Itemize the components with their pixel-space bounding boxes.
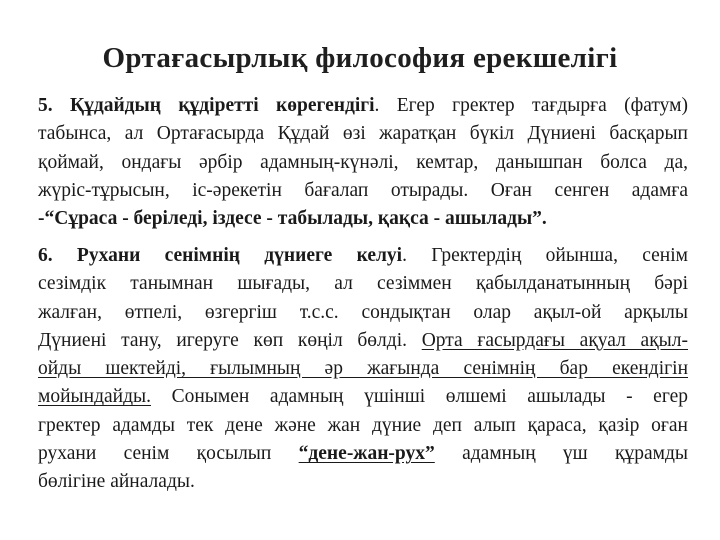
- paragraph-line: [38, 205, 688, 233]
- underlined-quote: [299, 443, 435, 464]
- paragraph-line: [38, 242, 688, 270]
- heading-bold: 6. Рухани сенімнің дүниеге келуі: [38, 245, 403, 266]
- paragraph-line: [38, 327, 688, 355]
- text-run: Дүниені тану, игеруге көп көңіл бөлді.: [38, 329, 422, 351]
- paragraph-line: жүріс-тұрысын, іс-әрекетін бағалап отырады. Оған сенген адамға: [38, 179, 688, 201]
- paragraph-line: қоймай, ондағы әрбір адамның-күнәлі, кемтар, данышпан болса да,: [38, 151, 688, 173]
- paragraph-line: [38, 355, 688, 383]
- underlined-text: Орта ғасырдағы ақуал ақыл-: [421, 329, 688, 351]
- paragraph-line: [38, 92, 688, 120]
- text-run: . Гректердің ойынша, сенім: [402, 245, 688, 266]
- paragraph-line: табынса, ал Ортағасырда Құдай өзі жаратқан бүкіл Дүниені басқарып: [38, 123, 688, 145]
- paragraph-5: [38, 92, 688, 233]
- paragraph-line: [38, 440, 688, 468]
- paragraph-line: [38, 383, 688, 411]
- underlined-text: мойындайды.: [38, 386, 151, 408]
- quote-bold: “дене-жан-рух”: [298, 443, 435, 465]
- heading-bold: 5. Құдайдың құдіретті көрегендігі: [38, 95, 375, 116]
- text-run: Сонымен адамның үшінші өлшемі ашылады - егер: [150, 386, 688, 408]
- underlined-text: ойды шектейді, ғылымның әр жағында сенімнің бар екендігін: [38, 358, 688, 380]
- quote-bold: -“Сұраса - беріледі, іздесе - табылады, қақса - ашылады”.: [38, 208, 547, 230]
- paragraph-line: бөлігіне айналады.: [38, 471, 195, 493]
- paragraph-line: гректер адамды тек дене және жан дүние деп алып қараса, қазір оған: [38, 414, 688, 436]
- text-run: . Егер гректер тағдырға (фатум): [374, 95, 688, 116]
- text-run: адамның үш құрамды: [434, 443, 688, 465]
- text-run: рухани сенім қосылып: [38, 443, 299, 465]
- slide-title: Ортағасырлық философия ерекшелігі: [102, 42, 618, 74]
- paragraph-6: [38, 242, 688, 497]
- paragraph-line: жалған, өтпелі, өзгергіш т.с.с. сондықтан олар ақыл-ой арқылы: [38, 301, 688, 323]
- paragraph-line: сезімдік танымнан шығады, ал сезіммен қабылданатынның бәрі: [38, 273, 688, 295]
